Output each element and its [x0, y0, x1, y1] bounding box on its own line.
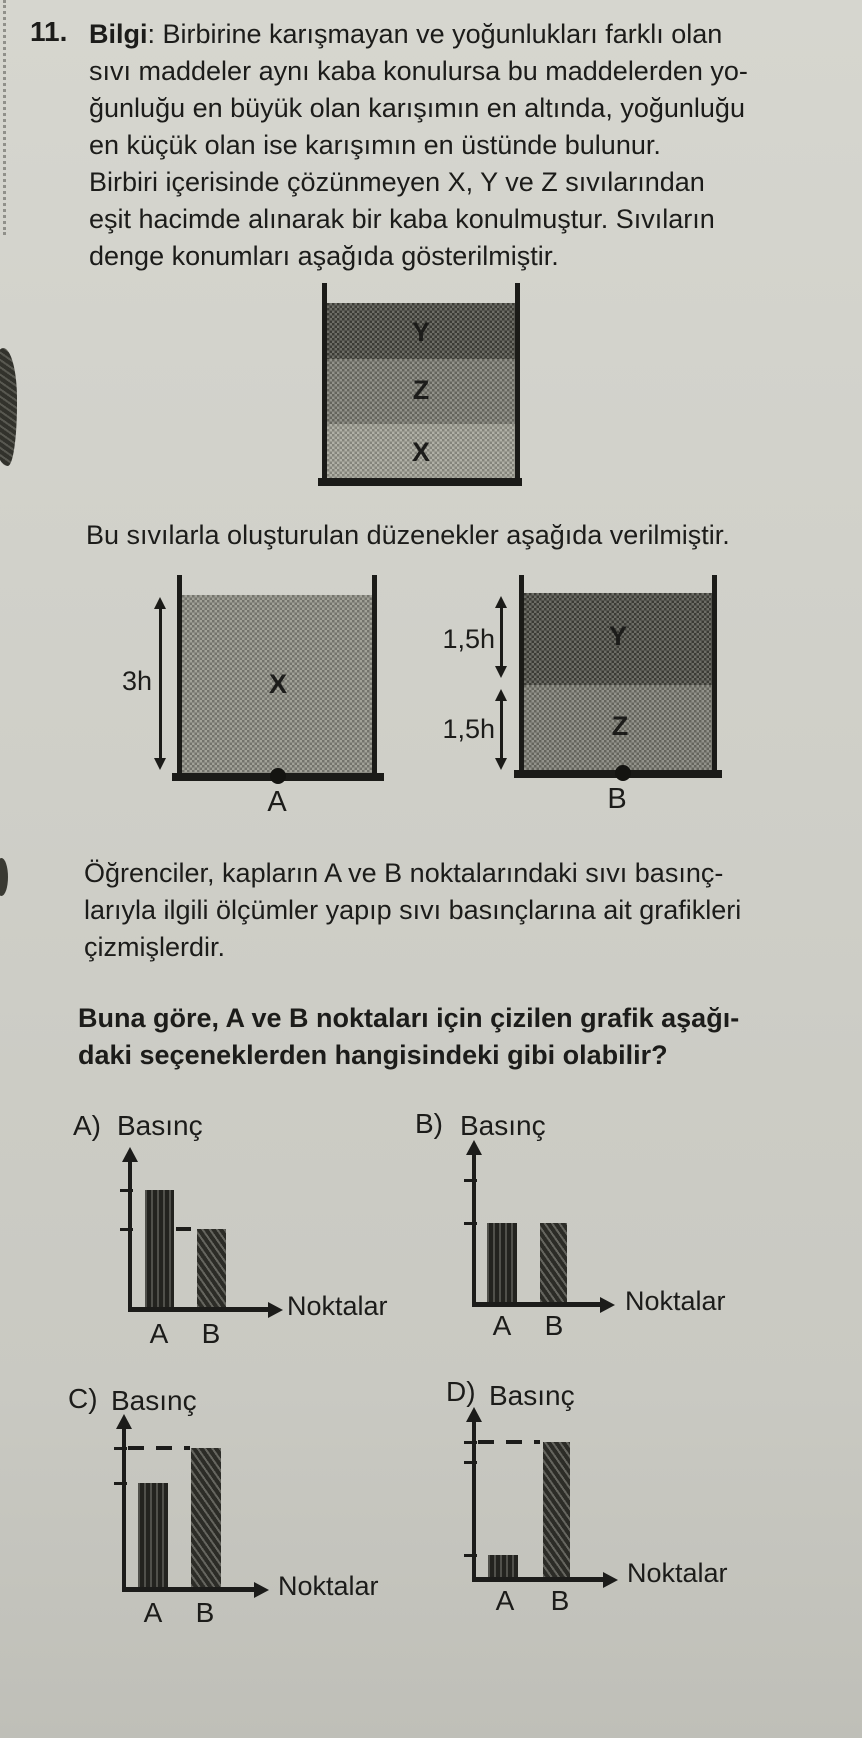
- info-line-3: ğunluğu en büyük olan karışımın en altında, yoğunluğu: [89, 93, 745, 123]
- chart-C-dashed-guide: [128, 1446, 190, 1450]
- prompt-line-1: Buna göre, A ve B noktaları için çizilen grafik aşağı-: [78, 1003, 740, 1033]
- chart-C-y-axis: [122, 1428, 126, 1592]
- question-number: 11.: [30, 16, 68, 47]
- setup-line-1: Birbiri içerisinde çözünmeyen X, Y ve Z sıvılarından: [89, 167, 705, 197]
- chart-B-x-axis-arrow-icon: [600, 1297, 615, 1313]
- chart-D-y-axis: [472, 1421, 476, 1582]
- vessel-A-point-label: A: [267, 786, 287, 818]
- chart-A-category-B: B: [201, 1318, 221, 1349]
- chart-A-x-axis-arrow-icon: [268, 1302, 283, 1318]
- chart-C-x-axis-arrow-icon: [254, 1582, 269, 1598]
- chart-B-category-B: B: [544, 1310, 564, 1341]
- chart-C-bar-A: [138, 1483, 168, 1587]
- chart-C-x-axis-label: Noktalar: [278, 1571, 379, 1601]
- option-label-D: D): [446, 1376, 476, 1407]
- vessel-B-lower-arrow-down-icon: [495, 758, 507, 770]
- vessel-B-right-wall: [712, 575, 717, 777]
- chart-C-y-axis-arrow-icon: [116, 1414, 132, 1429]
- chart-B-y-tick-1: [464, 1179, 477, 1182]
- chart-B-y-axis-title: Basınç: [460, 1110, 546, 1141]
- chart-A-y-tick-1: [120, 1189, 133, 1192]
- info-line-1-rest: : Birbirine karışmayan ve yoğunlukları farklı olan: [147, 19, 723, 49]
- chart-A-x-axis-label: Noktalar: [287, 1291, 388, 1321]
- print-artifact-small: [0, 858, 8, 896]
- chart-A-bar-A: [145, 1190, 174, 1307]
- mixture-label-X: X: [411, 437, 431, 467]
- vessel-B-point-label: B: [607, 783, 627, 815]
- chart-C-category-A: A: [143, 1597, 163, 1628]
- chart-B-x-axis-label: Noktalar: [625, 1286, 726, 1316]
- chart-B-y-axis: [472, 1154, 476, 1307]
- measure-line-3: çizmişlerdir.: [84, 932, 226, 962]
- chart-D-category-A: A: [495, 1585, 515, 1616]
- setup-line-2: eşit hacimde alınarak bir kaba konulmuştur. Sıvıların: [89, 204, 715, 234]
- vessel-B-label-Z: Z: [611, 711, 629, 741]
- vessel-B-upper-arrow-down-icon: [495, 666, 507, 678]
- info-line-4: en küçük olan ise karışımın en üstünde bulunur.: [89, 130, 661, 160]
- chart-A-y-axis-title: Basınç: [117, 1110, 203, 1141]
- option-label-C: C): [68, 1383, 98, 1414]
- mixture-vessel-bottom-wall: [318, 478, 522, 486]
- info-label: Bilgi: [89, 19, 148, 49]
- measure-line-1: Öğrenciler, kapların A ve B noktalarındaki sıvı basınç-: [84, 858, 724, 888]
- chart-B-x-axis: [472, 1302, 600, 1307]
- print-artifact: [0, 348, 17, 466]
- vessel-B-lower-height-label: 1,5h: [442, 714, 495, 744]
- chart-C-category-B: B: [195, 1597, 215, 1628]
- option-label-A: A): [73, 1110, 101, 1141]
- chart-B-bar-B: [540, 1223, 567, 1302]
- vessel-A-height-arrow-line: [159, 608, 162, 760]
- chart-B-y-axis-arrow-icon: [466, 1140, 482, 1155]
- chart-D-y-tick-2: [464, 1441, 477, 1444]
- mixture-vessel-right-wall: [515, 283, 520, 483]
- chart-B-bar-A: [487, 1223, 517, 1302]
- vessel-A-height-label: 3h: [121, 666, 152, 696]
- chart-D-bar-A: [488, 1555, 518, 1577]
- chart-C-y-axis-title: Basınç: [111, 1385, 197, 1416]
- chart-D-dashed-guide: [478, 1440, 540, 1444]
- chart-A-bar-B: [197, 1229, 226, 1307]
- chart-A-y-tick-0: [120, 1228, 133, 1231]
- prompt-line-2: daki seçeneklerden hangisindeki gibi olabilir?: [78, 1040, 668, 1070]
- setup-line-3: denge konumları aşağıda gösterilmiştir.: [89, 241, 559, 271]
- info-paragraph: [89, 16, 748, 164]
- chart-C-y-tick-1: [114, 1447, 127, 1450]
- vessel-B-point-dot: [615, 765, 631, 781]
- measure-line-2: larıyla ilgili ölçümler yapıp sıvı basınçlarına ait grafikleri: [84, 895, 742, 925]
- vessel-B-upper-arrow-line: [500, 607, 503, 668]
- vessel-A-right-wall: [372, 575, 377, 780]
- chart-D-bar-B: [543, 1442, 570, 1577]
- page-edge-dotted-line: [3, 0, 6, 235]
- measurement-paragraph: [84, 855, 741, 966]
- chart-D-category-B: B: [550, 1585, 570, 1616]
- chart-D-x-axis-label: Noktalar: [627, 1558, 728, 1588]
- chart-B-category-A: A: [492, 1310, 512, 1341]
- vessel-A-height-arrow-down-icon: [154, 758, 166, 770]
- option-label-B: B): [415, 1108, 443, 1139]
- chart-A-y-axis-arrow-icon: [122, 1147, 138, 1162]
- chart-D-y-axis-arrow-icon: [466, 1407, 482, 1422]
- vessel-A-liquid-label: X: [268, 669, 288, 699]
- chart-C-y-tick-0: [114, 1482, 127, 1485]
- chart-C-x-axis: [122, 1587, 254, 1592]
- vessel-B-upper-height-label: 1,5h: [442, 624, 495, 654]
- vessel-A-point-dot: [270, 768, 286, 784]
- chart-B-y-tick-0: [464, 1222, 477, 1225]
- info-line-1: [89, 16, 748, 53]
- chart-D-y-tick-1: [464, 1461, 477, 1464]
- chart-C-bar-B: [191, 1448, 221, 1587]
- chart-D-y-axis-title: Basınç: [489, 1380, 575, 1411]
- chart-D-x-axis: [472, 1577, 603, 1582]
- chart-A-x-axis: [128, 1307, 268, 1312]
- vessel-B-lower-arrow-line: [500, 700, 503, 760]
- mixture-label-Z: Z: [412, 375, 430, 405]
- mixture-label-Y: Y: [411, 317, 431, 347]
- prompt-paragraph: [78, 1000, 739, 1074]
- setup-paragraph: [89, 164, 715, 275]
- apparatus-caption: Bu sıvılarla oluşturulan düzenekler aşağıda verilmiştir.: [86, 520, 730, 550]
- vessel-B-label-Y: Y: [608, 621, 628, 651]
- chart-A-level-dash: [176, 1227, 191, 1231]
- chart-A-category-A: A: [149, 1318, 169, 1349]
- chart-A-y-axis: [128, 1161, 132, 1312]
- chart-D-x-axis-arrow-icon: [603, 1572, 618, 1588]
- info-line-2: sıvı maddeler aynı kaba konulursa bu maddelerden yo-: [89, 56, 748, 86]
- chart-D-y-tick-0: [464, 1554, 477, 1557]
